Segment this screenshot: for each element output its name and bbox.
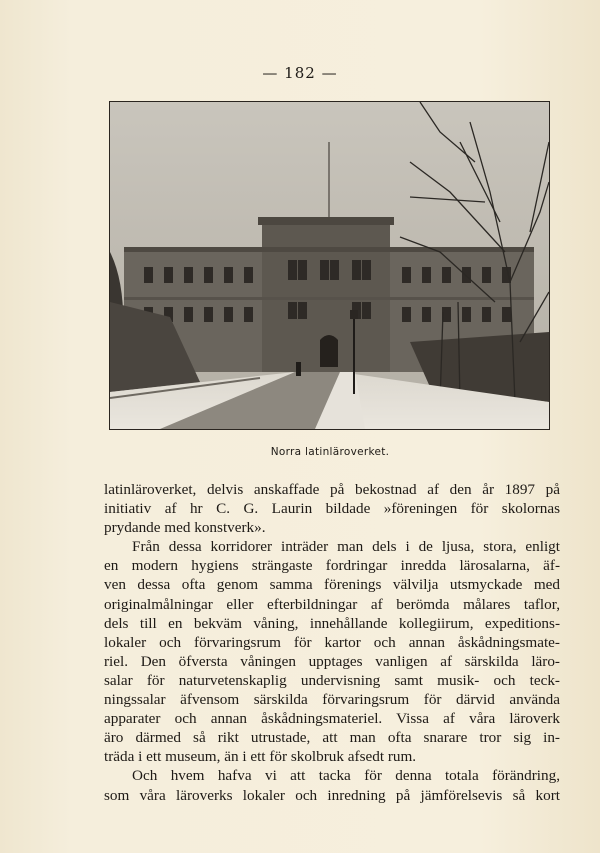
text-line: ningssalar äfvensom särskilda förvaringsrum för därvid använda [104, 691, 560, 709]
text-line: träda i ett museum, än i ett för skolbruk afsedt rum. [104, 748, 417, 766]
text-line: som våra läroverks lokaler och inredning på jämförelsevis så kort [104, 786, 560, 804]
text-line: dels till en bekväm våning, innehållande kollegiirum, expeditions- [104, 614, 560, 632]
text-line: apparater och annan åskådningsmateriel. Vissa af våra läroverk [104, 710, 560, 728]
text-line: äro därmed så rikt utrustade, att man ofta snarare tror sig in- [104, 729, 560, 747]
text-line: prydande med konstverk». [104, 519, 266, 537]
text-line: ven dessa ofta genom samma förenings välvilja utsmyckade med [104, 576, 560, 594]
text-line: en modern hygiens strängaste fordringar inredda lärosalarna, äf- [104, 557, 560, 575]
text-line: latinläroverket, delvis anskaffade på bekostnad af den år 1897 på [104, 481, 560, 498]
text-line: Och hvem hafva vi att tacka för denna totala förändring, [132, 767, 560, 785]
text-line: salar för naturvetenskaplig undervisning samt musik- och teck- [104, 671, 560, 689]
text-line: lokaler och förvaringsrum för kartor och annan åskådningsmate- [104, 633, 560, 651]
text-line: initiativ af hr C. G. Laurin bildade »föreningen för skolornas [104, 500, 560, 518]
building-photograph [109, 101, 550, 430]
page-number: — 182 — [262, 64, 338, 82]
figure-caption: Norra latinläroverket. [270, 446, 390, 458]
text-line: riel. Den öfversta våningen upptages vanligen af särskilda läro- [104, 652, 560, 670]
body-text [104, 480, 560, 805]
text-line: Från dessa korridorer inträder man dels i de ljusa, stora, enligt [132, 538, 560, 556]
text-line: originalmålningar eller efterbildningar af berömda målares taflor, [104, 595, 560, 613]
